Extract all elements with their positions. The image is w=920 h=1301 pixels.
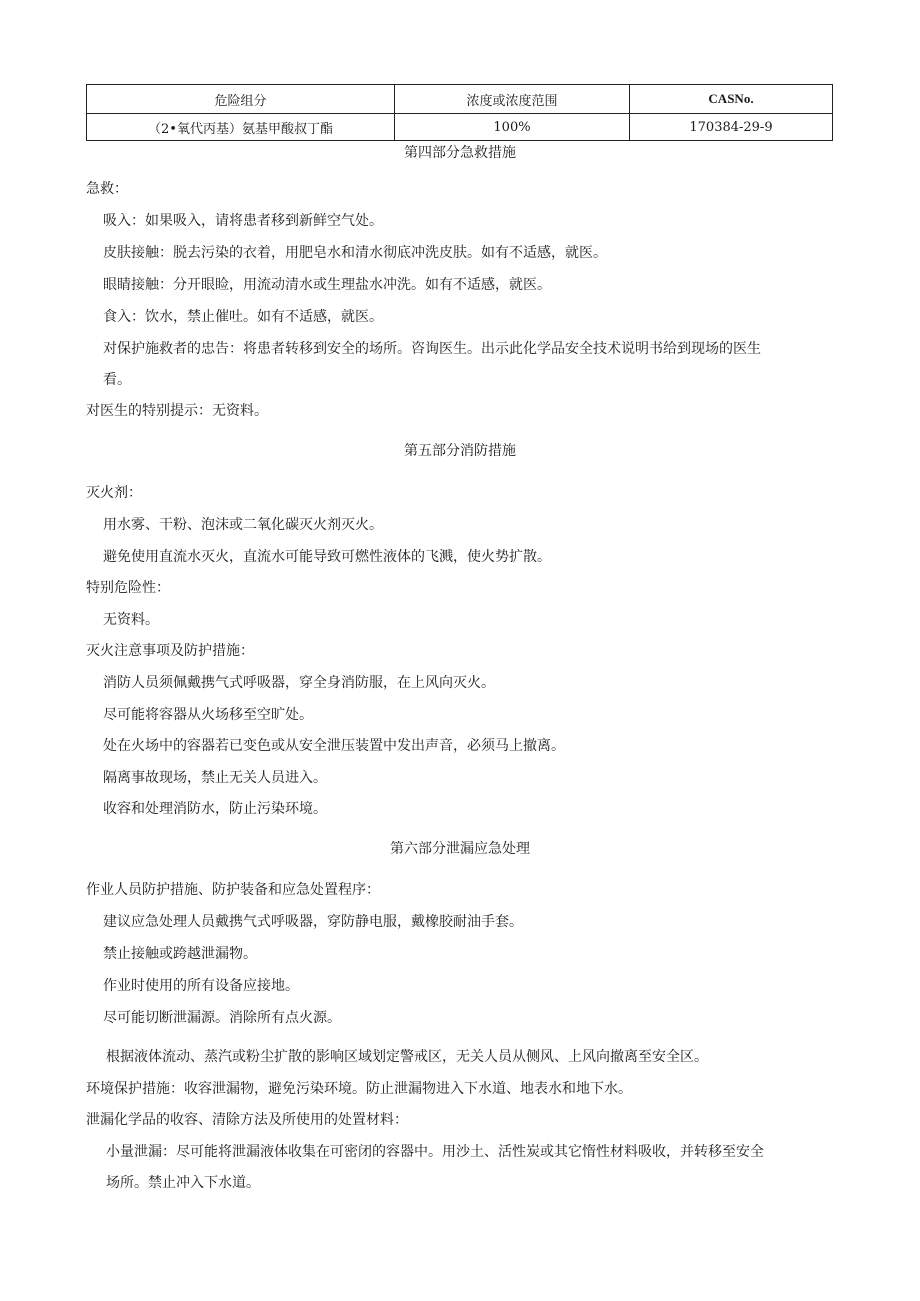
personal-protection-3: 作业时使用的所有设备应接地。 [103, 978, 299, 994]
hazard-label: 特别危险性： [86, 580, 170, 596]
header-cas: CASNo. [630, 85, 833, 114]
table-row [87, 114, 833, 141]
cell-cas: 170384-29-9 [630, 114, 833, 141]
section-6-title: 第六部分泄漏应急处理 [390, 841, 530, 857]
extinguishing-text-1: 用水雾、干粉、泡沫或二氧化碳灭火剂灭火。 [103, 517, 383, 533]
table-header-row [87, 85, 833, 114]
personal-protection-2: 禁止接触或跨越泄漏物。 [103, 946, 257, 962]
personal-protection-label: 作业人员防护措施、防护装备和应急处置程序： [86, 882, 380, 898]
fire-precaution-label: 灭火注意事项及防护措施： [86, 643, 254, 659]
ingest-text: 食入：饮水，禁止催吐。如有不适感，就医。 [103, 309, 383, 325]
fire-precaution-3: 处在火场中的容器若已变色或从安全泄压装置中发出声音，必须马上撤离。 [103, 738, 565, 754]
extinguishing-label: 灭火剂： [86, 485, 142, 501]
small-spill-text-cont: 场所。禁止冲入下水道。 [106, 1175, 260, 1191]
extinguishing-text-2: 避免使用直流水灭火，直流水可能导致可燃性液体的飞溅，使火势扩散。 [103, 549, 551, 565]
header-concentration: 浓度或浓度范围 [395, 85, 630, 114]
doctor-note: 对医生的特别提示：无资料。 [86, 403, 268, 419]
fire-precaution-5: 收容和处理消防水，防止污染环境。 [103, 801, 327, 817]
cell-concentration: 100% [395, 114, 630, 141]
fire-precaution-2: 尽可能将容器从火场移至空旷处。 [103, 707, 313, 723]
section-5-title: 第五部分消防措施 [404, 443, 516, 459]
header-component: 危险组分 [87, 85, 395, 114]
section-4-title: 第四部分急救措施 [404, 145, 516, 161]
cell-component: （2•氧代丙基）氨基甲酸叔丁酯 [87, 114, 395, 141]
hazard-text: 无资料。 [103, 612, 159, 628]
personal-protection-1: 建议应急处理人员戴携气式呼吸器，穿防静电服，戴橡胶耐油手套。 [103, 914, 523, 930]
rescuer-text: 对保护施救者的忠告：将患者转移到安全的场所。咨询医生。出示此化学品安全技术说明书给到现场的医生 [103, 341, 761, 357]
cleanup-label: 泄漏化学品的收容、清除方法及所使用的处置材料： [86, 1112, 408, 1128]
small-spill-text: 小量泄漏：尽可能将泄漏液体收集在可密闭的容器中。用沙土、活性炭或其它惰性材料吸收，并转移至安全 [106, 1144, 764, 1160]
warning-zone-text: 根据液体流动、蒸汽或粉尘扩散的影响区域划定警戒区，无关人员从侧风、上风向撤离至安全区。 [106, 1049, 708, 1065]
personal-protection-4: 尽可能切断泄漏源。消除所有点火源。 [103, 1010, 341, 1026]
rescuer-text-cont: 看。 [103, 372, 131, 388]
first-aid-label: 急救： [86, 181, 128, 197]
eye-text: 眼睛接触：分开眼睑，用流动清水或生理盐水冲洗。如有不适感，就医。 [103, 277, 551, 293]
composition-table [86, 84, 833, 141]
fire-precaution-4: 隔离事故现场，禁止无关人员进入。 [103, 770, 327, 786]
environment-text: 环境保护措施：收容泄漏物，避免污染环境。防止泄漏物进入下水道、地表水和地下水。 [86, 1081, 632, 1097]
fire-precaution-1: 消防人员须佩戴携气式呼吸器，穿全身消防服，在上风向灭火。 [103, 675, 495, 691]
inhale-text: 吸入：如果吸入，请将患者移到新鲜空气处。 [103, 213, 383, 229]
skin-text: 皮肤接触：脱去污染的衣着，用肥皂水和清水彻底冲洗皮肤。如有不适感，就医。 [103, 245, 607, 261]
